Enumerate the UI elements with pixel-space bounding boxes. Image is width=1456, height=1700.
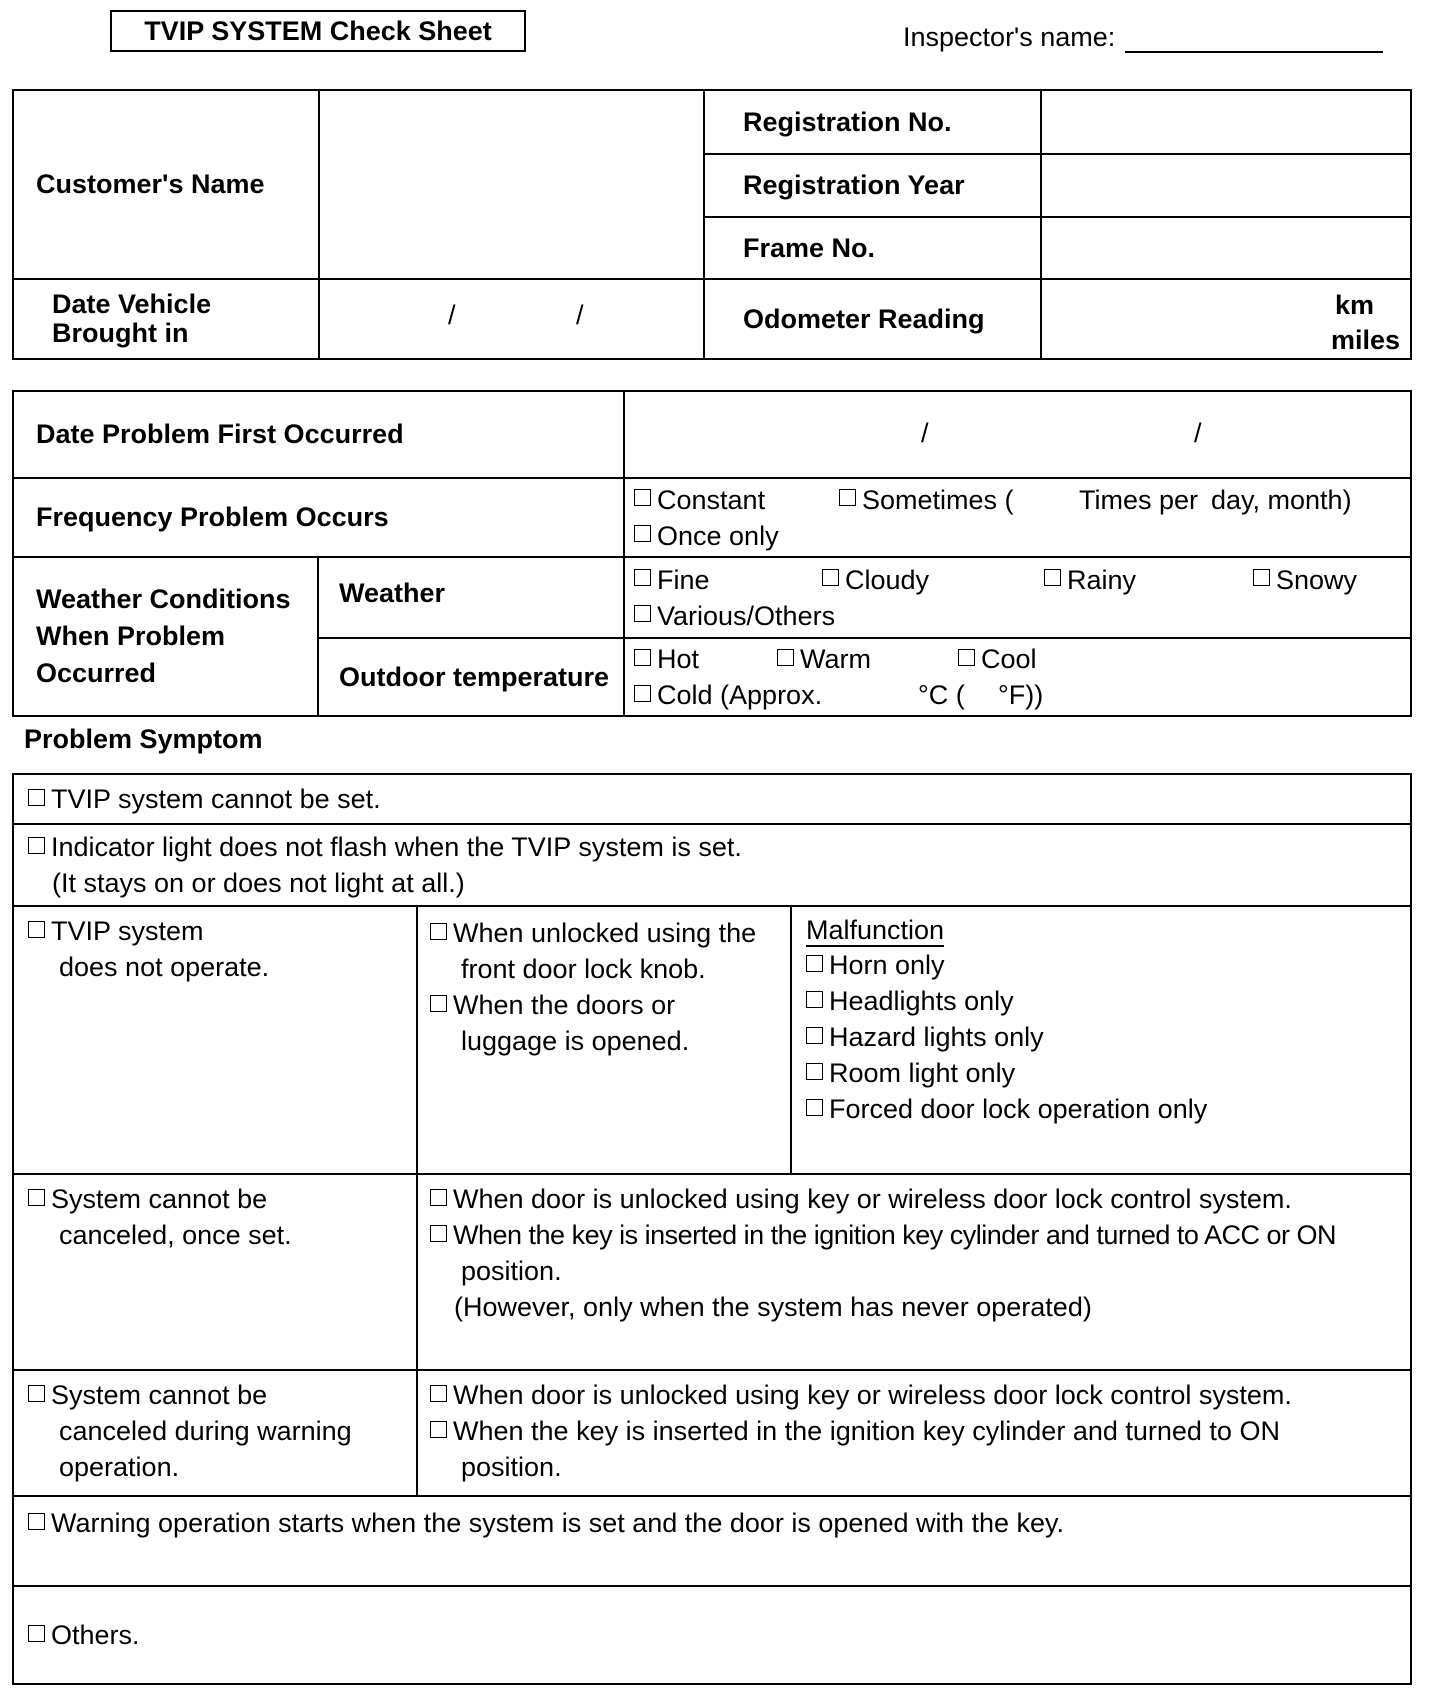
date-first-slash-1: / [921,418,929,448]
checkbox-icon[interactable] [958,649,975,666]
weather-cond-line3: Occurred [36,658,157,688]
unit-km: km [1334,290,1374,320]
registration-no-field[interactable] [1041,90,1411,154]
cannot-set-text: TVIP system cannot be set. [51,784,381,814]
registration-year-label: Registration Year [704,154,1041,217]
symptom-others[interactable] [13,1586,1411,1684]
odometer-field[interactable] [1041,279,1411,359]
key-on-text-2: position. [461,1452,562,1482]
door-unlocked-key-text: When door is unlocked using key or wireless door lock control system. [453,1184,1292,1214]
weather-snowy-text: Snowy [1276,564,1358,595]
registration-year-field[interactable] [1041,154,1411,217]
checkbox-icon[interactable] [839,489,856,506]
vehicle-info-table [12,89,1412,360]
checkbox-icon[interactable] [777,649,794,666]
warning-starts-text: Warning operation starts when the system is set and the door is opened with the key. [51,1508,1065,1538]
checkbox-icon[interactable] [634,605,651,622]
date-slash-1: / [448,300,456,330]
temp-c-text: °C ( [918,680,965,710]
checkbox-icon[interactable] [28,837,45,854]
frequency-options [624,478,1411,557]
weather-label: Weather [318,557,624,638]
temp-warm-option[interactable] [777,641,958,677]
forced-lock-text: Forced door lock operation only [829,1094,1208,1124]
date-first-label: Date Problem First Occurred [13,391,624,478]
sheet-title [110,10,526,52]
symptom-indicator[interactable] [13,824,1411,906]
frame-no-field[interactable] [1041,217,1411,279]
unit-miles: miles [1330,325,1400,355]
temp-f-text: °F)) [998,680,1044,710]
temp-cold-option[interactable] [634,677,1410,713]
door-unlocked-key-2-option[interactable] [430,1377,1410,1413]
checkbox-icon[interactable] [430,1385,447,1402]
key-acc-on-text-2: position. [461,1256,562,1286]
doors-opened-text-2: luggage is opened. [461,1026,690,1056]
temp-options [624,638,1411,716]
date-brought-label-line2: Brought in [52,318,189,348]
odometer-label: Odometer Reading [704,279,1041,359]
cannot-cancel-warn-text-2: canceled during warning [59,1416,352,1446]
checkbox-icon[interactable] [806,1099,823,1116]
freq-constant-option[interactable] [634,482,839,518]
weather-cond-line1: Weather Conditions [36,584,291,614]
temp-cold-text: Cold (Approx. [657,680,823,710]
unlocked-knob-text-1: When unlocked using the [453,918,757,948]
checkbox-icon[interactable] [822,569,839,586]
horn-option[interactable] [806,947,1410,983]
date-brought-label [13,279,319,359]
weather-cond-line2: When Problem [36,621,226,651]
cannot-cancel-text-1: System cannot be [51,1184,268,1214]
key-on-option[interactable] [430,1413,1410,1449]
weather-various-text: Various/Others [657,600,836,631]
checkbox-icon[interactable] [1044,569,1061,586]
freq-day-month: day, month) [1211,484,1352,515]
cannot-cancel-warn-text-3: operation. [59,1452,180,1482]
inspector-name-line[interactable] [1125,23,1383,53]
conditions-table [12,390,1412,717]
headlights-text: Headlights only [829,986,1014,1016]
hazard-text: Hazard lights only [829,1022,1044,1052]
customer-name-field[interactable] [319,90,704,279]
doors-opened-option[interactable] [430,987,790,1023]
date-first-field[interactable] [624,391,1411,478]
key-on-text-1: When the key is inserted in the ignition key cylinder and turned to ON [453,1416,1280,1446]
temp-hot-option[interactable] [634,641,777,677]
freq-sometimes-option[interactable] [839,482,1079,518]
not-operate-conditions [417,906,791,1174]
customer-name-label: Customer's Name [13,90,319,279]
weather-rainy-text: Rainy [1067,564,1137,595]
door-unlocked-key-option[interactable] [430,1181,1410,1217]
date-slash-2: / [576,300,584,330]
temp-hot-text: Hot [657,644,700,674]
forced-lock-option[interactable] [806,1091,1410,1127]
checkbox-icon[interactable] [634,525,651,542]
freq-sometimes-text: Sometimes ( [862,484,1014,515]
key-acc-on-option[interactable] [430,1217,1410,1253]
weather-conditions-label [13,557,318,716]
frame-no-label: Frame No. [704,217,1041,279]
indicator-text-2: (It stays on or does not light at all.) [52,868,465,898]
checkbox-icon[interactable] [806,955,823,972]
weather-various-option[interactable] [634,598,1410,634]
checkbox-icon[interactable] [28,1513,45,1530]
problem-symptom-table [12,773,1412,1685]
headlights-option[interactable] [806,983,1410,1019]
checkbox-icon[interactable] [28,789,45,806]
checkbox-icon[interactable] [28,1189,45,1206]
symptom-cannot-set[interactable] [13,774,1411,824]
checkbox-icon[interactable] [634,649,651,666]
key-acc-on-text-3: (However, only when the system has never operated) [454,1292,1092,1322]
cannot-cancel-text-2: canceled, once set. [59,1220,292,1250]
hazard-option[interactable] [806,1019,1410,1055]
symptom-not-operate[interactable] [13,906,417,1174]
checkbox-icon[interactable] [430,1189,447,1206]
date-first-slash-2: / [1194,418,1202,448]
key-acc-on-text-1: When the key is inserted in the ignition key cylinder and turned to ACC or ON [453,1220,1336,1250]
horn-text: Horn only [829,950,945,980]
checkbox-icon[interactable] [28,1625,45,1642]
date-brought-field[interactable] [319,279,704,359]
doors-opened-text-1: When the doors or [453,990,676,1020]
checkbox-icon[interactable] [806,1063,823,1080]
weather-rainy-option[interactable] [1044,562,1253,598]
temp-cool-text: Cool [981,644,1037,674]
weather-options [624,557,1411,638]
temp-cool-option[interactable] [958,641,1037,677]
checkbox-icon[interactable] [28,921,45,938]
not-operate-text-2: does not operate. [59,952,270,982]
symptom-warning-starts[interactable] [13,1496,1411,1586]
freq-once-option[interactable] [634,518,1410,554]
weather-cloudy-option[interactable] [822,562,1044,598]
weather-cloudy-text: Cloudy [845,564,930,595]
freq-times-per: Times per [1079,484,1199,515]
checkbox-icon[interactable] [430,1225,447,1242]
checkbox-icon[interactable] [806,991,823,1008]
others-text: Others. [51,1620,140,1650]
inspector-label: Inspector's name: [903,22,1116,52]
frequency-label: Frequency Problem Occurs [13,478,624,557]
temp-warm-text: Warm [800,644,871,674]
inspector-name-field [903,22,1383,53]
unlocked-knob-option[interactable] [430,915,790,951]
weather-fine-option[interactable] [634,562,822,598]
checkbox-icon[interactable] [806,1027,823,1044]
symptom-cannot-cancel[interactable] [13,1174,417,1370]
checkbox-icon[interactable] [430,1421,447,1438]
outdoor-temp-label: Outdoor temperature [318,638,624,716]
malfunction-options [791,906,1411,1174]
registration-no-label: Registration No. [704,90,1041,154]
malfunction-title: Malfunction [806,915,945,945]
checkbox-icon[interactable] [430,995,447,1012]
problem-symptom-title: Problem Symptom [24,724,263,754]
checkbox-icon[interactable] [634,569,651,586]
checkbox-icon[interactable] [634,685,651,702]
checkbox-icon[interactable] [28,1385,45,1402]
cannot-cancel-conditions [417,1174,1411,1370]
room-light-option[interactable] [806,1055,1410,1091]
symptom-cannot-cancel-warning[interactable] [13,1370,417,1496]
indicator-text-1: Indicator light does not flash when the TVIP system is set. [51,832,742,862]
freq-once-text: Once only [657,520,779,551]
unlocked-knob-text-2: front door lock knob. [461,954,706,984]
date-brought-label-line1: Date Vehicle [52,289,212,319]
cannot-cancel-warning-conditions [417,1370,1411,1496]
door-unlocked-key-2-text: When door is unlocked using key or wireless door lock control system. [453,1380,1292,1410]
weather-fine-text: Fine [657,564,710,595]
not-operate-text-1: TVIP system [51,916,204,946]
weather-snowy-option[interactable] [1253,562,1357,598]
cannot-cancel-warn-text-1: System cannot be [51,1380,268,1410]
freq-constant-text: Constant [657,484,766,515]
checkbox-icon[interactable] [430,923,447,940]
sheet-title-text: TVIP SYSTEM Check Sheet [144,15,492,46]
checkbox-icon[interactable] [1253,569,1270,586]
room-light-text: Room light only [829,1058,1016,1088]
checkbox-icon[interactable] [634,489,651,506]
